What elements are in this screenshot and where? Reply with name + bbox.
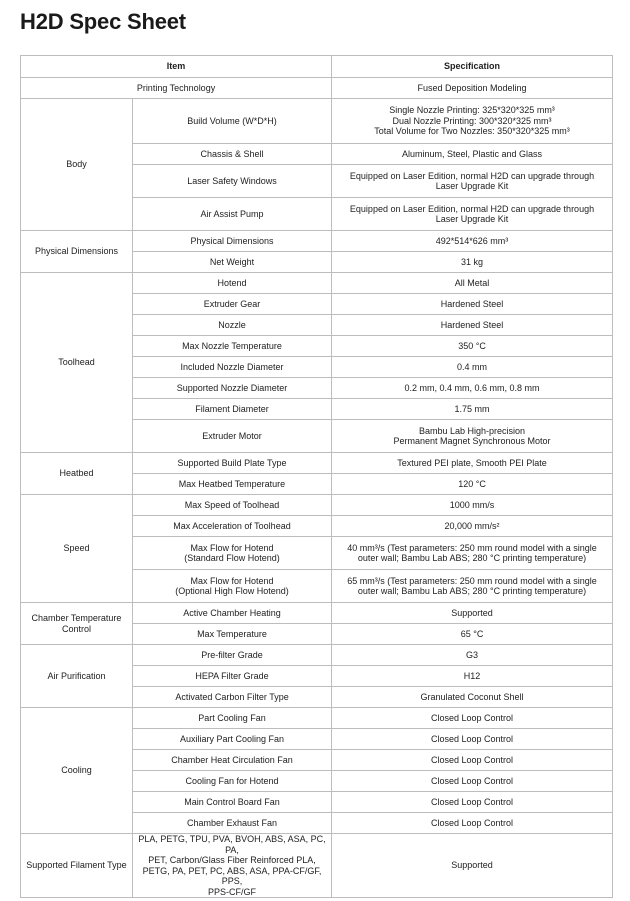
row-spec: [332, 645, 613, 666]
row-spec: [332, 357, 613, 378]
category-cell: Physical Dimensions: [21, 231, 133, 273]
row-spec: [332, 315, 613, 336]
item-header: Item: [21, 56, 332, 78]
row-item: Part Cooling Fan: [133, 708, 332, 729]
row-spec: [332, 99, 613, 144]
row-item: Hotend: [133, 273, 332, 294]
spec-line: G3: [466, 649, 479, 660]
row-spec: [332, 537, 613, 570]
spec-line: 350 °C: [458, 340, 486, 351]
row-item: Main Control Board Fan: [133, 792, 332, 813]
table-row: [21, 834, 613, 898]
spec-line: outer wall; Bambu Lab ABS; 280 °C printing temperature): [357, 586, 587, 596]
row-spec: [332, 294, 613, 315]
row-spec: [332, 165, 613, 198]
row-spec: [332, 231, 613, 252]
spec-line: Hardened Steel: [440, 298, 504, 309]
category-cell: Chamber Temperature Control: [21, 603, 133, 645]
spec-header: Specification: [332, 56, 613, 78]
category-cell: Speed: [21, 495, 133, 603]
spec-line: Supported: [451, 860, 493, 871]
row-item: Air Assist Pump: [133, 198, 332, 231]
page-title: H2D Spec Sheet: [20, 9, 186, 34]
spec-line: Dual Nozzle Printing: 300*320*325 mm³: [392, 115, 552, 126]
spec-line: Closed Loop Control: [430, 754, 514, 765]
row-spec: [332, 603, 613, 624]
row-spec: [332, 771, 613, 792]
spec-line: 0.2 mm, 0.4 mm, 0.6 mm, 0.8 mm: [404, 382, 540, 393]
table-row: [21, 708, 613, 729]
category-cell: Air Purification: [21, 645, 133, 708]
table-row: [21, 645, 613, 666]
row-item: Max Heatbed Temperature: [133, 474, 332, 495]
row-item: Max Temperature: [133, 624, 332, 645]
spec-line: 65 mm³/s (Test parameters: 250 mm round model with a single: [347, 575, 597, 586]
spec-line: Closed Loop Control: [430, 817, 514, 828]
row-item: Printing Technology: [21, 78, 332, 99]
spec-line: 40 mm³/s (Test parameters: 250 mm round model with a single: [347, 542, 597, 553]
row-spec: [332, 420, 613, 453]
table-row: [21, 231, 613, 252]
spec-table-body: [21, 78, 613, 898]
table-row: [21, 495, 613, 516]
spec-line: Closed Loop Control: [430, 733, 514, 744]
spec-line: 31 kg: [461, 256, 484, 267]
row-spec: [332, 834, 613, 898]
spec-line: All Metal: [454, 277, 490, 288]
row-item: Laser Safety Windows: [133, 165, 332, 198]
row-spec: [332, 666, 613, 687]
spec-line: Aluminum, Steel, Plastic and Glass: [401, 148, 543, 159]
row-item: Max Flow for Hotend (Standard Flow Hotend): [133, 537, 332, 570]
spec-line: Permanent Magnet Synchronous Motor: [393, 436, 551, 446]
row-spec: [332, 378, 613, 399]
row-item: Chamber Heat Circulation Fan: [133, 750, 332, 771]
row-item: Build Volume (W*D*H): [133, 99, 332, 144]
row-spec: [332, 813, 613, 834]
spec-line: Equipped on Laser Edition, normal H2D can upgrade through: [349, 170, 595, 181]
row-item: Max Acceleration of Toolhead: [133, 516, 332, 537]
row-item: Max Flow for Hotend (Optional High Flow Hotend): [133, 570, 332, 603]
spec-line: Single Nozzle Printing: 325*320*325 mm³: [389, 105, 555, 116]
category-cell: Body: [21, 99, 133, 231]
row-spec: [332, 336, 613, 357]
row-item: Filament Diameter: [133, 399, 332, 420]
row-spec: [332, 687, 613, 708]
spec-line: Closed Loop Control: [430, 775, 514, 786]
spec-line: Bambu Lab High-precision: [418, 425, 526, 436]
row-spec: Fused Deposition Modeling: [332, 78, 613, 99]
spec-line: 65 °C: [460, 628, 484, 639]
row-item: Nozzle: [133, 315, 332, 336]
row-spec: [332, 729, 613, 750]
spec-line: Supported: [451, 607, 493, 618]
row-item: Pre-filter Grade: [133, 645, 332, 666]
spec-line: 492*514*626 mm³: [435, 235, 509, 246]
row-spec: [332, 624, 613, 645]
row-item: Max Speed of Toolhead: [133, 495, 332, 516]
table-row: [21, 78, 613, 99]
table-row: [21, 273, 613, 294]
spec-line: 120 °C: [458, 478, 486, 489]
table-row: [21, 99, 613, 144]
spec-table: [20, 55, 613, 898]
row-item: Cooling Fan for Hotend: [133, 771, 332, 792]
category-cell: Heatbed: [21, 453, 133, 495]
header-row: [21, 56, 613, 78]
row-spec: [332, 516, 613, 537]
row-item: Physical Dimensions: [133, 231, 332, 252]
row-item: Chassis & Shell: [133, 144, 332, 165]
spec-line: Laser Upgrade Kit: [435, 214, 509, 224]
spec-line: Hardened Steel: [440, 319, 504, 330]
row-spec: [332, 453, 613, 474]
spec-line: 0.4 mm: [457, 361, 488, 372]
spec-line: Total Volume for Two Nozzles: 350*320*325 mm³: [374, 126, 570, 137]
row-spec: [332, 708, 613, 729]
row-item: Included Nozzle Diameter: [133, 357, 332, 378]
row-spec: [332, 198, 613, 231]
table-row: [21, 603, 613, 624]
row-item: Auxiliary Part Cooling Fan: [133, 729, 332, 750]
row-spec: [332, 750, 613, 771]
row-item: Extruder Motor: [133, 420, 332, 453]
row-item: Chamber Exhaust Fan: [133, 813, 332, 834]
row-spec: [332, 273, 613, 294]
row-item: Supported Nozzle Diameter: [133, 378, 332, 399]
row-item: PLA, PETG, TPU, PVA, BVOH, ABS, ASA, PC, PA, PET, Carbon/Glass Fiber Reinforced PLA, PETG, PA, PET, PC, ABS, ASA, PPA-CF/GF, PPS, PPS-CF/GF: [133, 834, 332, 898]
spec-line: Laser Upgrade Kit: [435, 181, 509, 191]
row-spec: [332, 144, 613, 165]
spec-line: 20,000 mm/s²: [444, 520, 500, 531]
row-spec: [332, 399, 613, 420]
row-item: HEPA Filter Grade: [133, 666, 332, 687]
category-cell: Supported Filament Type: [21, 834, 133, 898]
spec-line: Closed Loop Control: [430, 712, 514, 723]
row-spec: [332, 792, 613, 813]
row-spec: [332, 252, 613, 273]
category-cell: Toolhead: [21, 273, 133, 453]
row-item: Net Weight: [133, 252, 332, 273]
spec-line: Closed Loop Control: [430, 796, 514, 807]
row-item: Active Chamber Heating: [133, 603, 332, 624]
spec-line: Textured PEI plate, Smooth PEI Plate: [397, 457, 547, 468]
row-item: Activated Carbon Filter Type: [133, 687, 332, 708]
spec-line: outer wall; Bambu Lab ABS; 280 °C printing temperature): [357, 553, 587, 563]
spec-line: 1.75 mm: [454, 403, 490, 414]
row-spec: [332, 495, 613, 516]
spec-line: 1000 mm/s: [449, 499, 495, 510]
row-item: Supported Build Plate Type: [133, 453, 332, 474]
category-cell: Cooling: [21, 708, 133, 834]
spec-line: Equipped on Laser Edition, normal H2D can upgrade through: [349, 203, 595, 214]
row-spec: [332, 570, 613, 603]
table-row: [21, 453, 613, 474]
spec-line: H12: [463, 670, 481, 681]
row-spec: [332, 474, 613, 495]
spec-line: Granulated Coconut Shell: [420, 691, 524, 702]
row-item: Max Nozzle Temperature: [133, 336, 332, 357]
row-item: Extruder Gear: [133, 294, 332, 315]
